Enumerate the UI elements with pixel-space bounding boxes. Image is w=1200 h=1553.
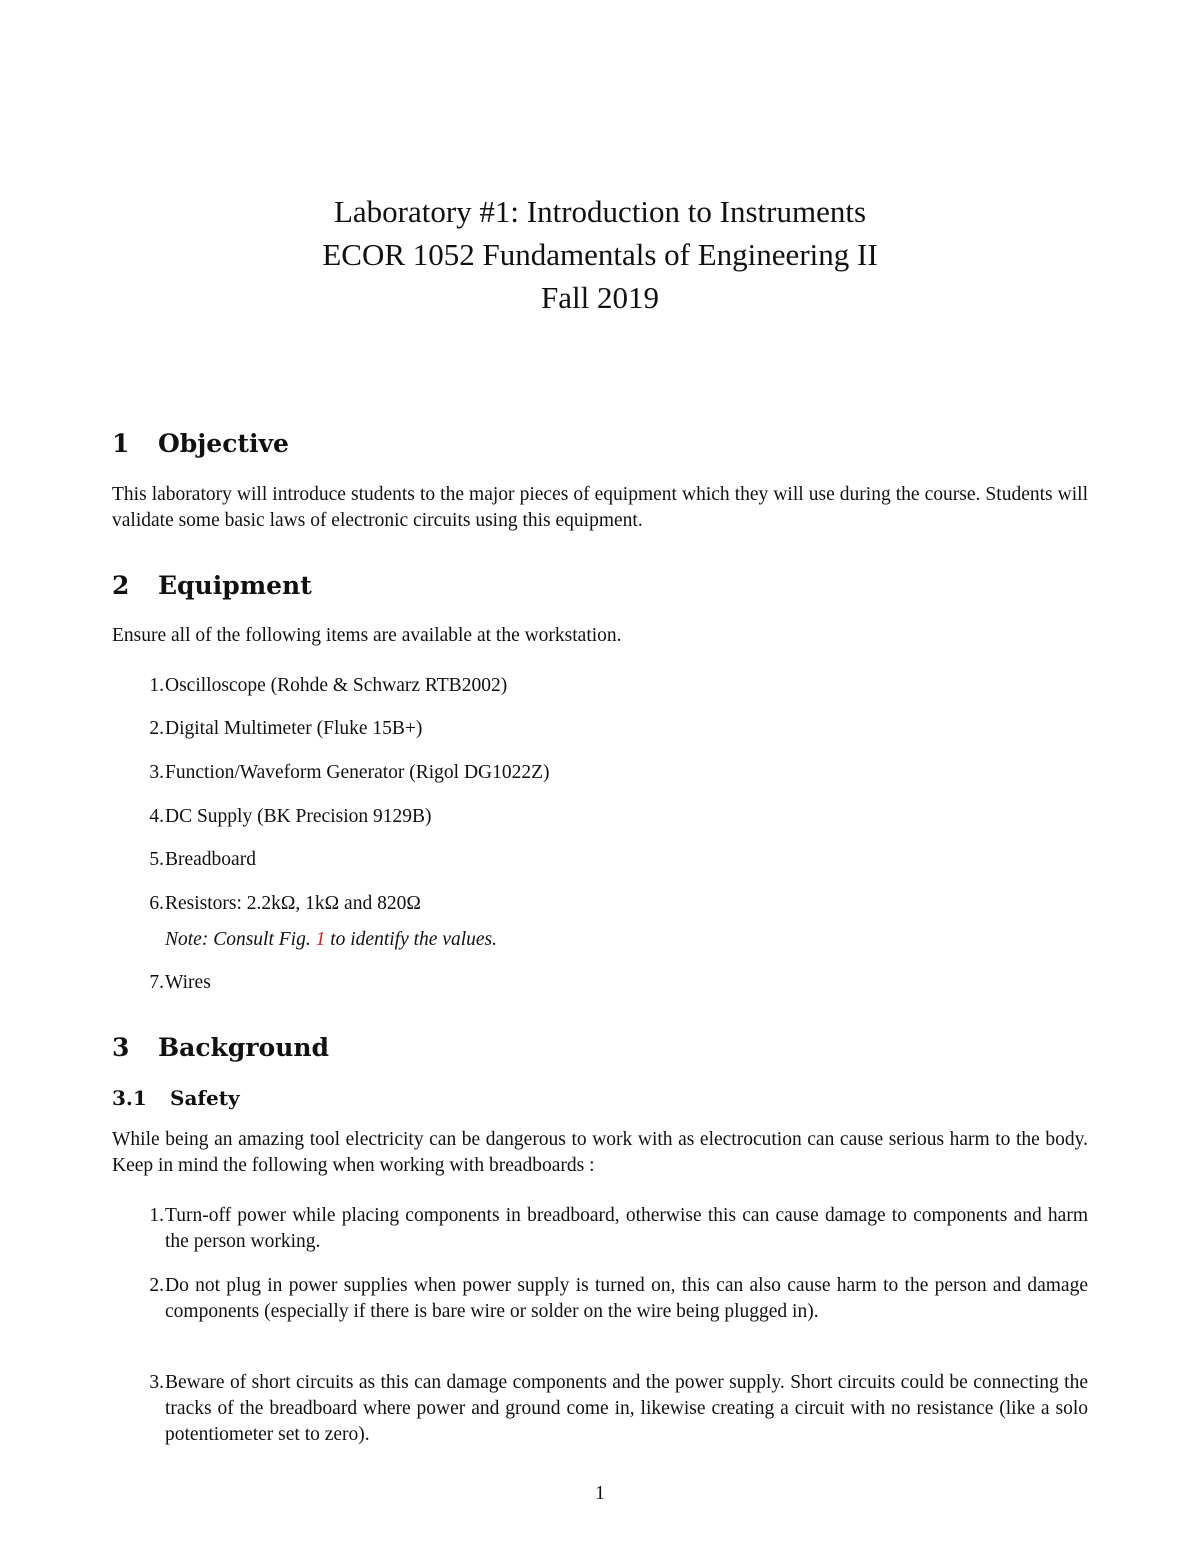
list-marker: 5. (149, 849, 164, 870)
section-number: 2 (112, 571, 130, 600)
section-number: 3 (112, 1033, 130, 1062)
list-item-text: Wires (165, 972, 211, 993)
resistor-note (165, 927, 1088, 953)
equipment-intro: Ensure all of the following items are available at the workstation. (112, 625, 622, 646)
page-number: 1 (595, 1483, 605, 1504)
note-prefix: Note: Consult Fig. (165, 929, 311, 950)
subsection-title: Safety (170, 1086, 240, 1110)
section-heading-background (112, 1032, 329, 1064)
list-marker: 2. (149, 718, 164, 739)
section-title: Objective (158, 429, 289, 458)
list-item-text: Turn-off power while placing components in breadboard, otherwise this can cause damage to components and harm the person working. (165, 1205, 1088, 1252)
list-marker: 1. (149, 675, 164, 696)
list-marker: 7. (149, 972, 164, 993)
list-item-text: DC Supply (BK Precision 9129B) (165, 806, 432, 827)
section-heading-equipment (112, 570, 312, 602)
list-marker: 3. (149, 762, 164, 783)
subsection-heading-safety (112, 1084, 240, 1112)
list-item-text: Do not plug in power supplies when power supply is turned on, this can also cause harm to the person and damage components (especially if there is bare wire or solder on the wire being plugged in). (165, 1275, 1088, 1322)
title-line-2: ECOR 1052 Fundamentals of Engineering II (322, 237, 878, 272)
list-marker: 2. (149, 1275, 164, 1296)
list-marker: 1. (149, 1205, 164, 1226)
list-item-body (165, 891, 1088, 953)
title-line-3: Fall 2019 (541, 280, 659, 315)
section-title: Background (158, 1033, 330, 1062)
figure-reference-link[interactable]: 1 (315, 929, 326, 950)
section-title: Equipment (158, 571, 312, 600)
section-heading-objective (112, 428, 289, 460)
list-marker: 3. (149, 1372, 164, 1393)
list-item-text: Resistors: 2.2kΩ, 1kΩ and 820Ω (165, 893, 421, 914)
list-marker: 4. (149, 806, 164, 827)
list-item-text: Function/Waveform Generator (Rigol DG1022Z) (165, 762, 550, 783)
list-item-text: Digital Multimeter (Fluke 15B+) (165, 718, 423, 739)
safety-intro: While being an amazing tool electricity can be dangerous to work with as electrocution can cause serious harm to the body. Keep in mind the following when working with breadboards : (112, 1129, 1088, 1176)
title-line-1: Laboratory #1: Introduction to Instruments (333, 194, 867, 229)
list-item-text: Oscilloscope (Rohde & Schwarz RTB2002) (165, 675, 508, 696)
subsection-number: 3.1 (112, 1086, 147, 1110)
note-suffix: to identify the values. (330, 929, 498, 950)
list-item-text: Breadboard (165, 849, 256, 870)
document-title (0, 190, 1200, 319)
objective-paragraph: This laboratory will introduce students to the major pieces of equipment which they will use during the course. Students will validate some basic laws of electronic circuits using this equipment. (112, 484, 1088, 531)
list-item-text: Beware of short circuits as this can damage components and the power supply. Short circuits could be connecting the tracks of the breadboard where power and ground come in, likewise creating a circuit with no resistance (like a solo potentiometer set to zero). (165, 1372, 1088, 1445)
section-number: 1 (112, 429, 130, 458)
list-marker: 6. (149, 893, 164, 914)
